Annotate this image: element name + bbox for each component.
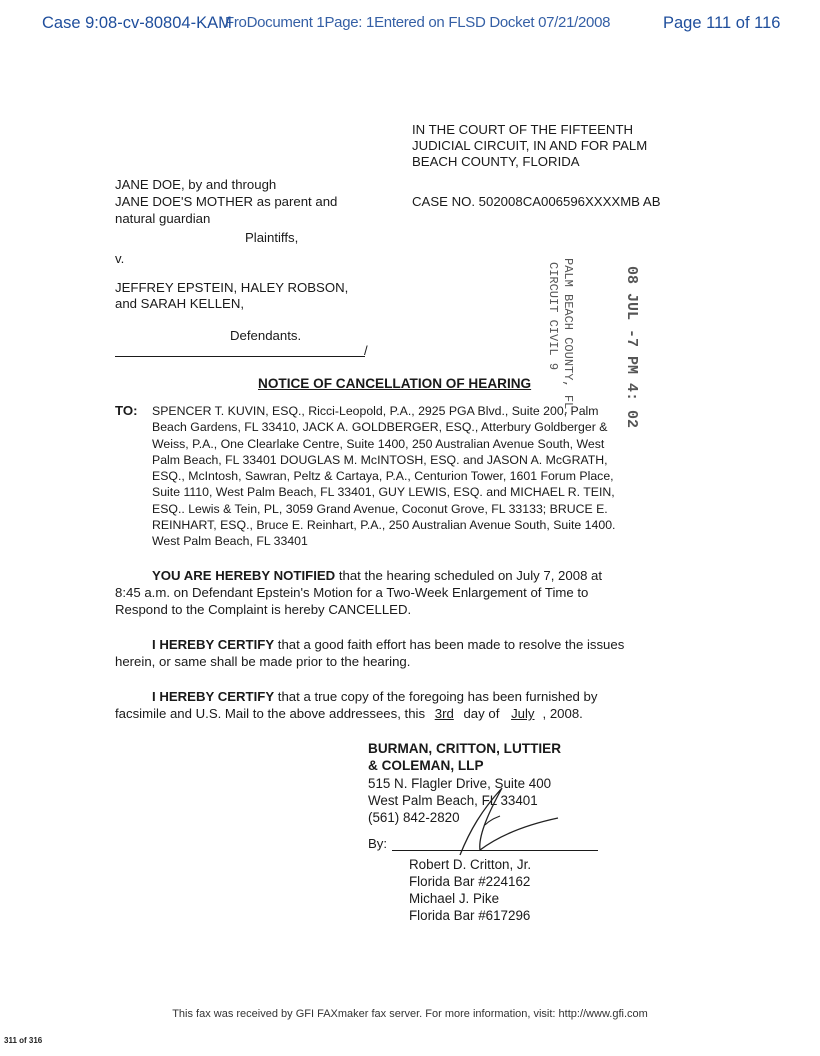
addressee-line: West Palm Beach, FL 33401 (152, 534, 308, 549)
plaintiff-line: natural guardian (115, 211, 211, 226)
firm-address: West Palm Beach, FL 33401 (368, 793, 538, 808)
notice-text: that the hearing scheduled on July 7, 2008 at (335, 568, 603, 583)
court-line: IN THE COURT OF THE FIFTEENTH (412, 122, 634, 137)
firm-phone: (561) 842-2820 (368, 810, 460, 825)
signature-mark (440, 780, 570, 860)
certify-paragraph-1 (115, 636, 624, 670)
plaintiffs-label: Plaintiffs, (245, 230, 299, 245)
certify-day: 3rd (434, 706, 454, 721)
certify-text: that a good faith effort has been made to resolve the issues (274, 637, 625, 652)
notice-text: Respond to the Complaint is hereby CANCELLED. (115, 602, 412, 617)
clerk-stamp-date: 08 JUL -7 PM 4: 02 (623, 266, 640, 429)
attorney-block (409, 856, 531, 924)
document-title: NOTICE OF CANCELLATION OF HEARING (258, 376, 532, 391)
certify-text: that a true copy of the foregoing has been furnished by (274, 689, 598, 704)
caption-rule (115, 356, 365, 357)
by-label: By: (368, 836, 388, 851)
plaintiff-line: JANE DOE'S MOTHER as parent and (115, 194, 338, 209)
certify-text: facsimile and U.S. Mail to the above addressees, this (115, 706, 429, 721)
firm-address: 515 N. Flagler Drive, Suite 400 (368, 776, 552, 791)
notice-text: 8:45 a.m. on Defendant Epstein's Motion for a Two-Week Enlargement of Time to (115, 585, 589, 600)
certify-text: herein, or same shall be made prior to the hearing. (115, 654, 411, 669)
court-line: BEACH COUNTY, FLORIDA (412, 154, 580, 169)
firm-name-line: BURMAN, CRITTON, LUTTIER (368, 741, 562, 756)
addressee-line: Weiss, P.A., One Clearlake Centre, Suite 1400, 250 Australian Avenue South, West (152, 436, 605, 451)
certify-year: , 2008. (542, 706, 583, 721)
certify-lead: I HEREBY CERTIFY (152, 689, 275, 704)
case-number-header: Case 9:08-cv-80804-KAM (42, 14, 232, 32)
attorney-bar: Florida Bar #224162 (409, 874, 531, 889)
addressee-line: ESQ., McIntosh, Sawran, Peltz & Cartaya, P.A., Centurion Tower, 1601 Forum Place, (152, 469, 614, 484)
addressee-line: Beach Gardens, FL 33410, JACK A. GOLDBERGER, ESQ., Atterbury Goldberger & (152, 420, 608, 435)
signature-line (392, 850, 598, 851)
addressee-line: REINHART, ESQ., Bruce E. Reinhart, P.A., 250 Australian Avenue South, Suite 1400. (152, 518, 616, 533)
caption-slash: / (364, 343, 368, 358)
court-line: JUDICIAL CIRCUIT, IN AND FOR PALM (412, 138, 648, 153)
defendant-line: JEFFREY EPSTEIN, HALEY ROBSON, (115, 280, 349, 295)
docket-overlay-header: FroDocument 1Page: 1Entered on FLSD Docket 07/21/2008 (225, 14, 611, 31)
court-caption (412, 122, 647, 170)
versus: v. (115, 251, 125, 266)
notice-lead: YOU ARE HEREBY NOTIFIED (152, 568, 336, 583)
firm-name-line: & COLEMAN, LLP (368, 758, 484, 773)
notice-paragraph (115, 567, 602, 618)
fax-page-count: 311 of 316 (4, 1036, 43, 1045)
attorney-name: Robert D. Critton, Jr. (409, 857, 532, 872)
certify-paragraph-2 (115, 688, 597, 722)
certify-lead: I HEREBY CERTIFY (152, 637, 275, 652)
addressee-line: SPENCER T. KUVIN, ESQ., Ricci-Leopold, P.A., 2925 PGA Blvd., Suite 200, Palm (152, 404, 599, 418)
addressee-line: ESQ.. Lewis & Tein, PL, 3059 Grand Avenue, Coconut Grove, FL 33133; BRUCE E. (152, 501, 608, 516)
case-no: CASE NO. 502008CA006596XXXXMB AB (412, 194, 661, 209)
to-label: TO: (115, 403, 138, 418)
plaintiff-line: JANE DOE, by and through (115, 177, 277, 192)
attorney-name: Michael J. Pike (409, 891, 500, 906)
addressee-line: Palm Beach, FL 33401 DOUGLAS M. McINTOSH, ESQ. and JASON A. McGRATH, (152, 452, 608, 467)
attorney-bar: Florida Bar #617296 (409, 908, 531, 923)
clerk-stamp-county: PALM BEACH COUNTY, FL. (561, 258, 575, 417)
defendant-line: and SARAH KELLEN, (115, 296, 245, 311)
firm-name (368, 740, 561, 774)
certify-text: day of (459, 706, 504, 721)
page-number-header: Page 111 of 116 (663, 14, 781, 32)
fax-footer: This fax was received by GFI FAXmaker fax server. For more information, visit: http://www.gfi.com (172, 1008, 648, 1020)
defendants-label: Defendants. (230, 328, 302, 343)
addressee-block (152, 403, 615, 550)
addressee-line: Suite 1110, West Palm Beach, FL 33401, GUY LEWIS, ESQ. and MICHAEL R. TEIN, (152, 485, 615, 500)
clerk-stamp-division: CIRCUIT CIVIL 9 (546, 262, 560, 371)
certify-month: July (511, 706, 535, 721)
